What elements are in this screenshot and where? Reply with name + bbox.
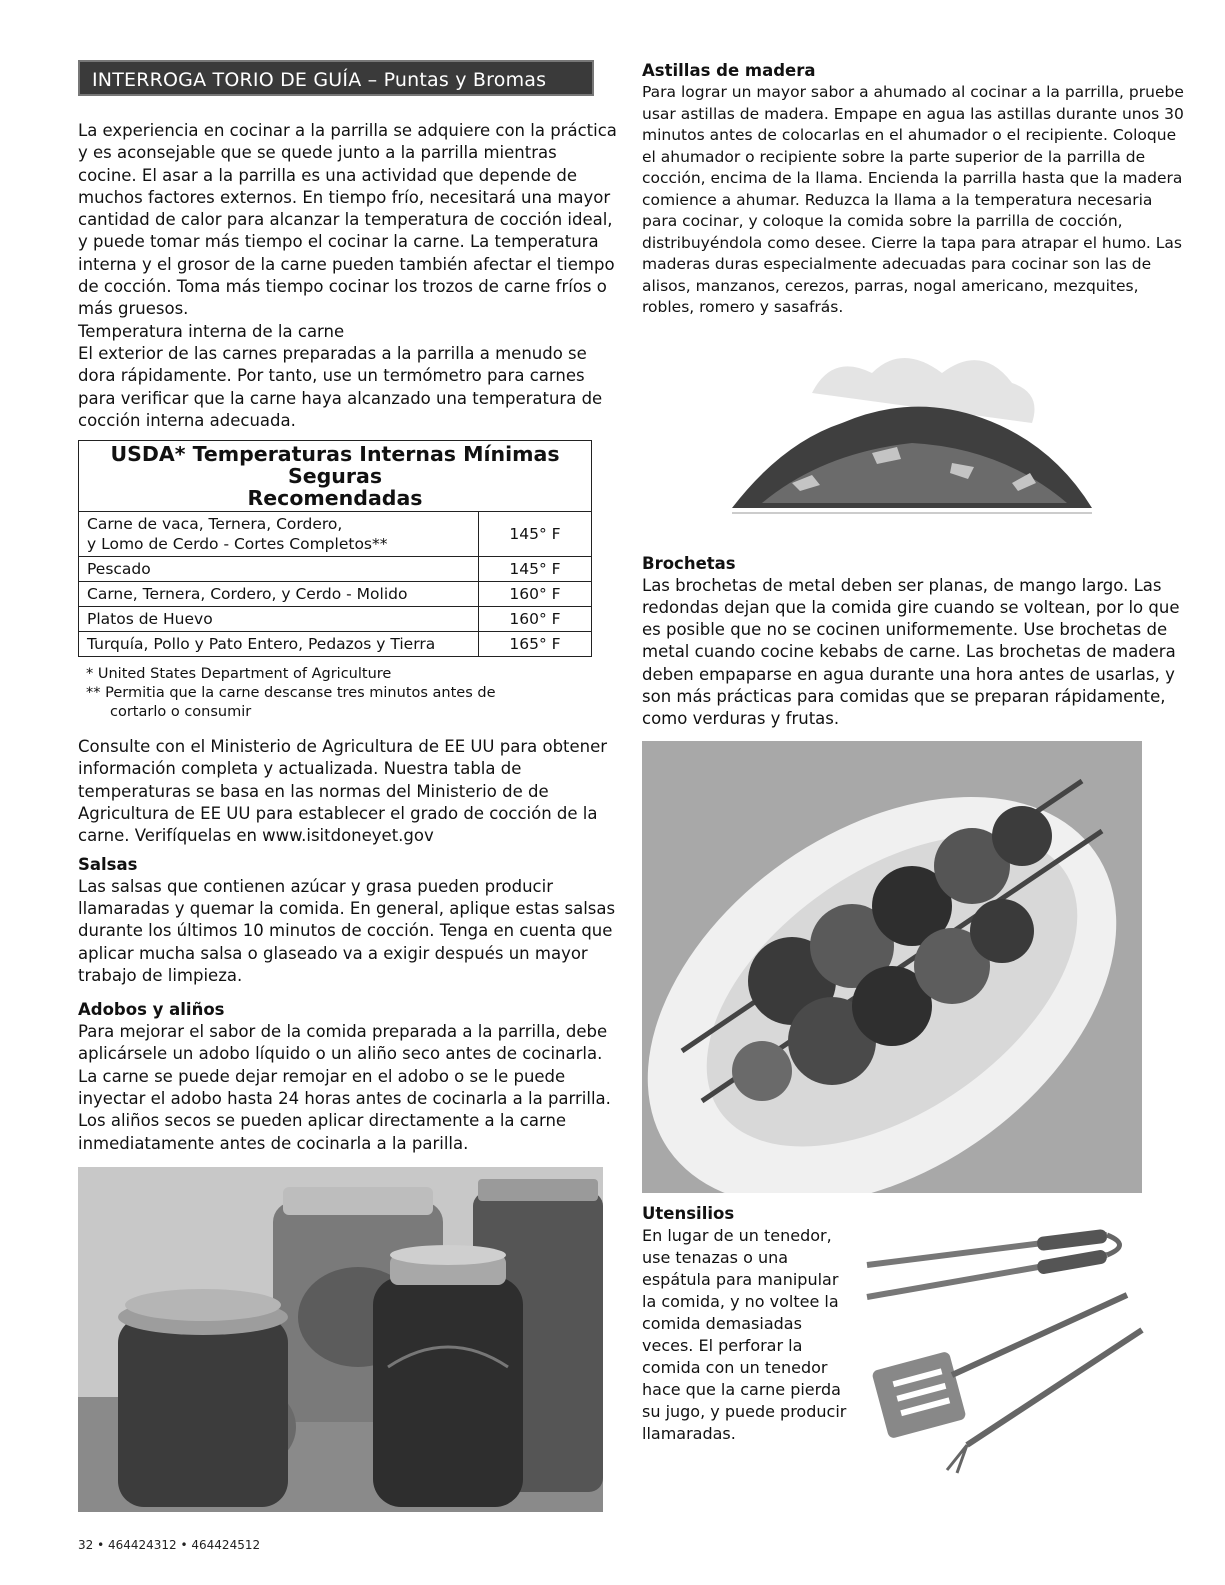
- table-row: Platos de Huevo 160° F: [79, 607, 592, 632]
- kebab-illustration: [642, 741, 1142, 1193]
- section-banner: [78, 60, 594, 96]
- jars-illustration: [78, 1167, 603, 1512]
- kebab-photo: [642, 741, 1142, 1193]
- footnotes: [78, 665, 618, 722]
- wood-chips-illustration: [722, 333, 1102, 543]
- table-row: Carne de vaca, Ternera, Cordero, y Lomo de Cerdo - Cortes Completos** 145° F: [79, 512, 592, 557]
- table-row: Pescado 145° F: [79, 557, 592, 582]
- utensilios-heading: Utensilios: [642, 1203, 735, 1223]
- utensils-photo: [857, 1225, 1157, 1475]
- intro-subhead: Temperatura interna de la carne: [78, 321, 345, 341]
- utensilios-body: En lugar de un tenedor, use tenazas o una espátula para manipular la comida, y no voltee la comida demasiadas veces. El perforar la comida con un tenedor hace que la carne pierda su jugo, y puede producir llamaradas.: [642, 1225, 847, 1443]
- utensils-illustration: [857, 1225, 1157, 1475]
- footnote-2: ** Permitia que la carne descanse tres minutos antes de: [86, 685, 496, 702]
- brochetas-body: Las brochetas de metal deben ser planas, de mango largo. Las redondas dejan que la comida gire cuando se voltean, por lo que es posible que no se cocinen uniformemente. Use brochetas de metal cuando cocine kebabs de carne. Las brochetas de madera deben empaparse en agua durante una hora antes de usarlas, y son más prácticas para comidas que se preparan rápidamente, como verduras y frutas.: [642, 575, 1180, 729]
- footnote-2-cont: cortarlo o consumir: [110, 704, 252, 721]
- brochetas-heading: Brochetas: [642, 553, 736, 573]
- intro-paragraph: La experiencia en cocinar a la parrilla se adquiere con la práctica y es aconsejable que se quede junto a la parrilla mientras cocine. El asar a la parrilla es una actividad que depende de muchos factores externos. En tiempo frío, necesitará una mayor cantidad de calor para alcanzar la temperatura de cocción ideal, y puede tomar más tiempo el cocinar la carne. La temperatura interna y el grosor de la carne pueden también afectar el tiempo de cocción. Toma más tiempo cocinar los trozos de carne fríos o más gruesos.: [78, 121, 617, 319]
- footnote-1: * United States Department of Agriculture: [86, 666, 392, 683]
- astillas-body: Para lograr un mayor sabor a ahumado al cocinar a la parrilla, pruebe usar astillas de madera. Empape en agua las astillas durante unos 30 minutos antes de colocarlas en el ahumador o el recipiente. Coloque el ahumador o recipiente sobre la parte superior de la parrilla de cocción, encima de la llama. Encienda la parrilla hasta que la madera comience a ahumar. Reduzca la llama a la temperatura necesaria para cocinar, y coloque la comida sobre la parrilla de cocción, distribuyéndola como desee. Cierre la tapa para atrapar el humo. Las maderas duras especialmente adecuadas para cocinar son las de alisos, manzanos, cerezos, parras, nogal americano, mezquites, robles, romero y sasafrás.: [642, 83, 1184, 316]
- table-row: Turquía, Pollo y Pato Entero, Pedazos y Tierra 165° F: [79, 632, 592, 657]
- astillas-heading: Astillas de madera: [642, 61, 816, 80]
- salsas-body: Las salsas que contienen azúcar y grasa pueden producir llamaradas y quemar la comida. En general, aplique estas salsas durante los últimos 10 minutos de cocción. Tenga en cuenta que aplicar mucha salsa o glaseado va a exigir después un mayor trabajo de limpieza.: [78, 876, 616, 985]
- utensilios-section: [642, 1225, 1187, 1475]
- intro-paragraph-2: El exterior de las carnes preparadas a la parrilla a menudo se dora rápidamente. Por tanto, use un termómetro para carnes para verificar que la carne haya alcanzado una temperatura de cocción interna adecuada.: [78, 343, 603, 430]
- adobos-body: Para mejorar el sabor de la comida preparada a la parrilla, debe aplicársele un adobo líquido o un aliño seco antes de cocinarla. La carne se puede dejar remojar en el adobo o se le puede inyectar el adobo hasta 24 horas antes de cocinarla a la parrilla. Los aliños secos se pueden aplicar directamente a la carne inmediatamente antes de cocinarla a la parilla.: [78, 1022, 611, 1153]
- consult-paragraph: Consulte con el Ministerio de Agricultura de EE UU para obtener información completa y actualizada. Nuestra tabla de temperaturas se basa en las normas del Ministerio de de Agricultura de EE UU para establecer el grado de cocción de la carne. Verifíquelas en www.isitdoneyet.gov: [78, 737, 608, 846]
- jars-photo: [78, 1167, 603, 1512]
- right-column: [642, 60, 1187, 1475]
- table-title: USDA* Temperaturas Internas Mínimas Seguras Recomendadas: [79, 441, 592, 512]
- left-column: [78, 60, 618, 1512]
- adobos-heading: Adobos y aliños: [78, 1000, 225, 1020]
- page-footer: 32 • 464424312 • 464424512: [78, 1538, 261, 1552]
- salsas-heading: Salsas: [78, 854, 138, 874]
- table-row: Carne, Ternera, Cordero, y Cerdo - Molido 160° F: [79, 582, 592, 607]
- temperature-table: [78, 440, 592, 657]
- wood-chips-photo: [722, 333, 1102, 543]
- banner-title: INTERROGA TORIO DE GUÍA – Puntas y Bromas: [92, 69, 547, 91]
